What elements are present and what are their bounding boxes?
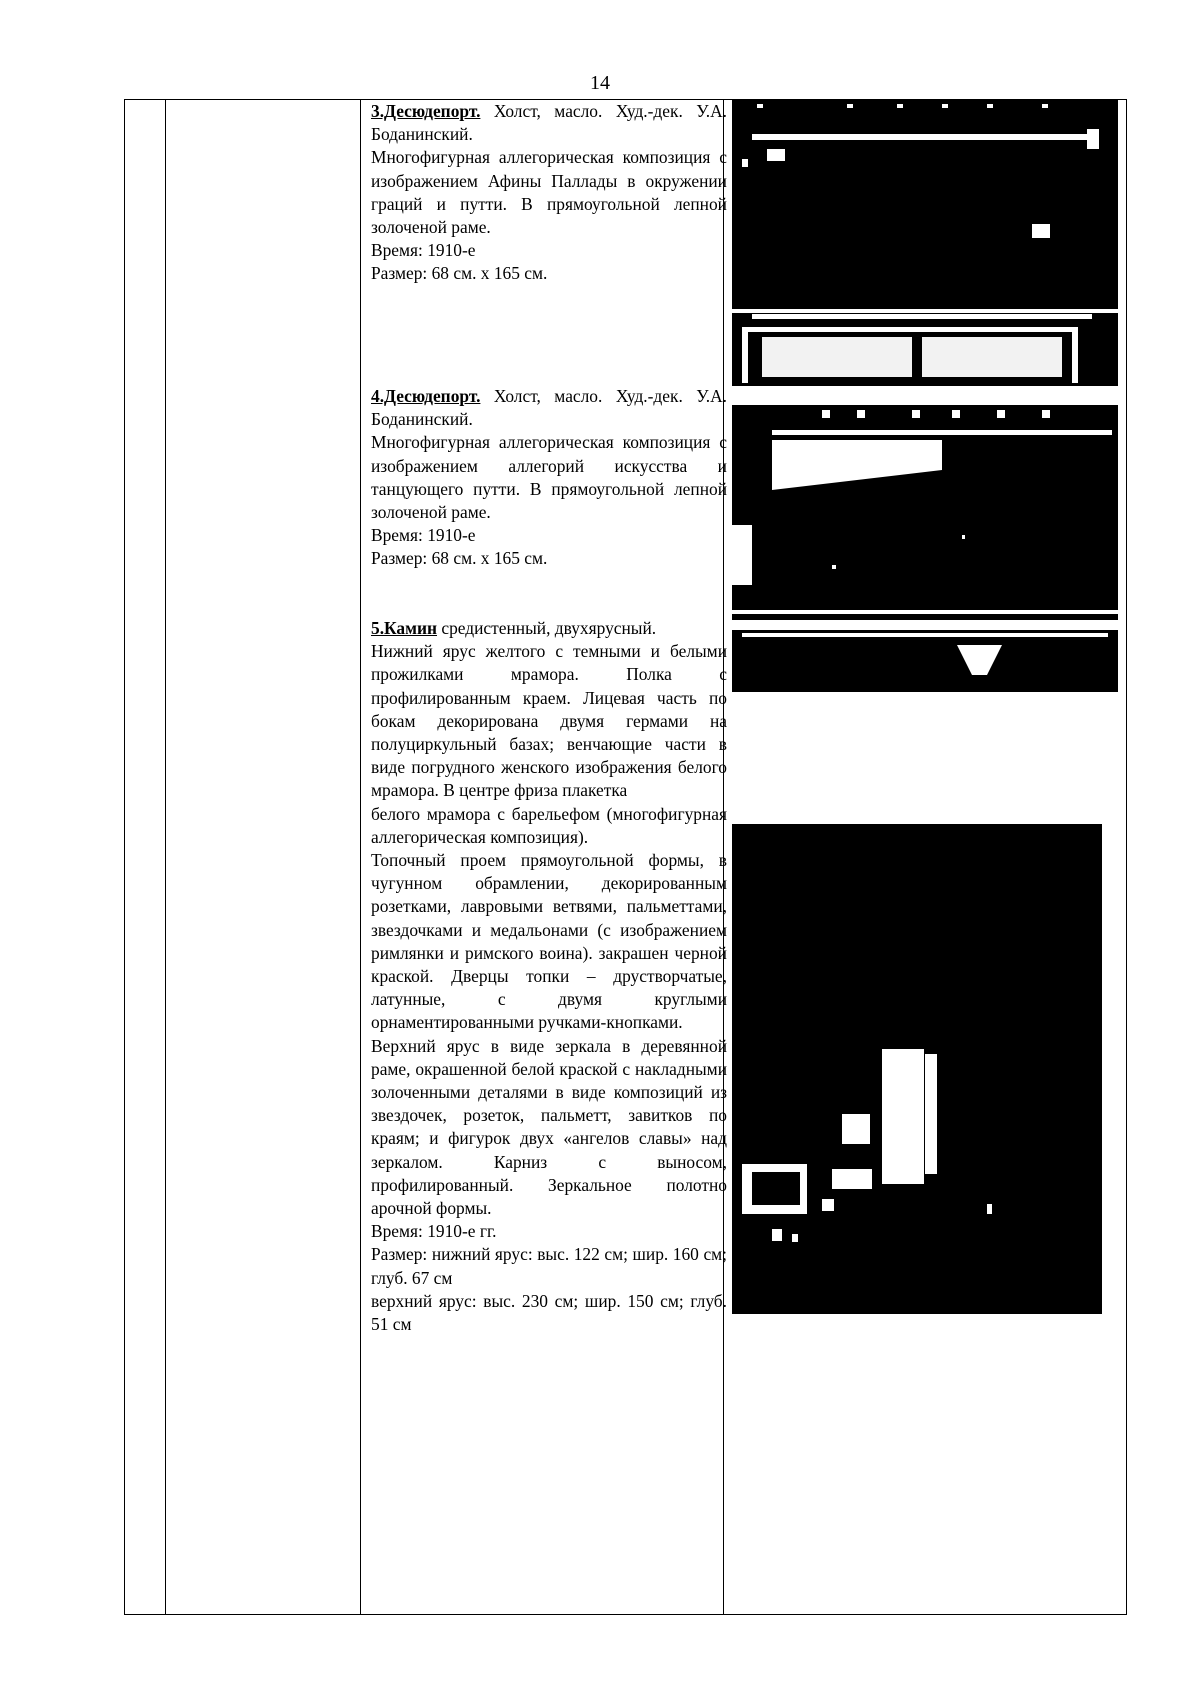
- column-border-1: [124, 99, 125, 1615]
- item-3-intro: Холст, масло. Худ.-дек. У.А. Боданинский.: [371, 101, 727, 145]
- item-3-description: [371, 100, 727, 286]
- item-4-text: Многофигурная аллегорическая композиция с изображением аллегорий искусства и танцующего путти. В прямоугольной лепной золоченой раме.: [371, 432, 727, 523]
- item-3-time: Время: 1910-е: [371, 240, 476, 261]
- item-5-lower-tier-a: Нижний ярус желтого с темными и белыми прожилками мрамора. Полка с профилированным краем. Лицевая часть по бокам декорирована двумя гермами на полуциркульный базах; венчающие части в виде погрудного женского изображения белого мрамора. В центре фриза плакетка: [371, 641, 727, 801]
- column-border-5: [1126, 99, 1127, 1615]
- item-4-description: [371, 385, 727, 571]
- item-5-intro: средистенный, двухярусный.: [437, 618, 657, 638]
- item-3-title: 3.Десюдепорт.: [371, 101, 481, 121]
- item-5-time: Время: 1910-е гг.: [371, 1221, 497, 1242]
- item-5-firebox: Топочный проем прямоугольной формы, в чугунном обрамлении, декорированным розетками, лавровыми ветвями, пальметтами, звездочками и медальонами (с изображением римлянки и римского воина). закрашен черной краской. Дверцы топки – друстворчатые, латунные, с двумя круглыми орнаментированными ручками-кнопками.: [371, 850, 727, 1033]
- item-4-intro: Холст, масло. Худ.-дек. У.А. Боданинский.: [371, 386, 727, 430]
- item-5-title: 5.Камин: [371, 618, 438, 638]
- page-number: 14: [590, 72, 610, 94]
- column-border-2: [165, 99, 166, 1615]
- item-3-text: Многофигурная аллегорическая композиция с изображением Афины Паллады в окружении граций и путти. В прямоугольной лепной золоченой раме.: [371, 147, 727, 238]
- item-3-photo: [732, 99, 1118, 386]
- column-border-3: [360, 99, 361, 1615]
- item-3-size: Размер: 68 см. х 165 см.: [371, 263, 548, 284]
- item-5-description: [371, 617, 727, 1336]
- item-5-size-upper: верхний ярус: выс. 230 см; шир. 150 см; глуб. 51 см: [371, 1290, 727, 1335]
- item-5-size-lower: Размер: нижний ярус: выс. 122 см; шир. 160 см; глуб. 67 см: [371, 1244, 727, 1288]
- item-4-size: Размер: 68 см. х 165 см.: [371, 548, 548, 569]
- item-5-upper-tier: Верхний ярус в виде зеркала в деревянной раме, окрашенной белой краской с накладными золоченными деталями в виде композиций из звездочек, розеток, пальметт, завитков по краям; и фигурок двух «ангелов славы» над зеркалом. Карниз с выносом, профилированный. Зеркальное полотно арочной формы.: [371, 1035, 727, 1219]
- item-5-lower-tier-b: белого мрамора с барельефом (многофигурная аллегорическая композиция).: [371, 803, 727, 847]
- item-5-photo: [732, 824, 1102, 1314]
- item-4-photo: [732, 405, 1118, 692]
- item-4-time: Время: 1910-е: [371, 525, 476, 546]
- table-bottom-border: [124, 1614, 1127, 1615]
- item-4-title: 4.Десюдепорт.: [371, 386, 481, 406]
